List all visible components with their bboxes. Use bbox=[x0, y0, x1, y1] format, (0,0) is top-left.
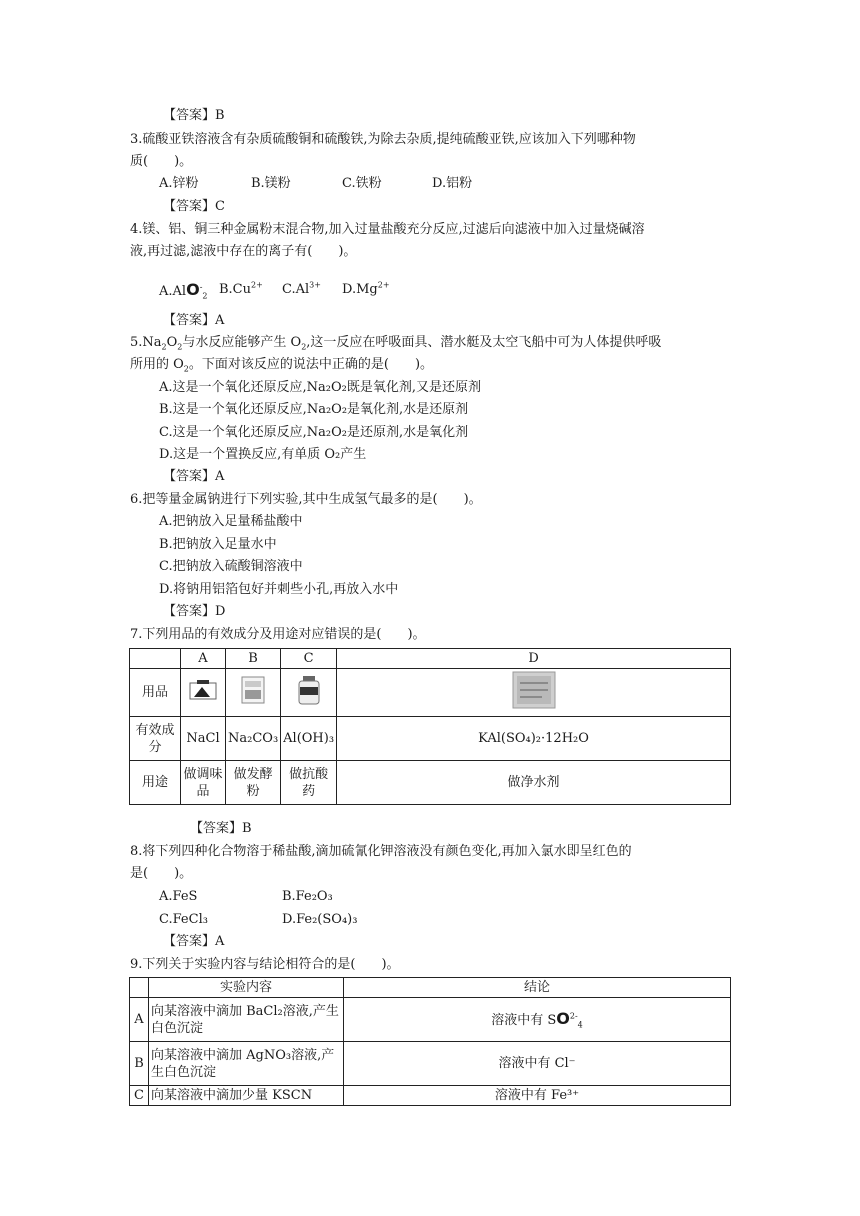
answer-q4: 【答案】A bbox=[163, 313, 225, 328]
q8-option-d: D.Fe₂(SO₄)₃ bbox=[282, 912, 358, 927]
answer-q3: 【答案】C bbox=[163, 199, 225, 214]
q5-option-c: C.这是一个氧化还原反应,Na₂O₂是还原剂,水是氧化剂 bbox=[159, 425, 469, 440]
q9-row-label-a: A bbox=[130, 998, 149, 1042]
q7-image-cell-d bbox=[337, 669, 731, 717]
q5-stem-line2: 所用的 $O_2$。下面对该反应的说法中正确的是( )。 bbox=[130, 357, 434, 374]
q9-row-a bbox=[130, 998, 731, 1042]
q7-header-b: B bbox=[226, 649, 281, 669]
q9-header-conclusion: 结论 bbox=[344, 978, 731, 998]
q9-stem: 9.下列关于实验内容与结论相符合的是( )。 bbox=[130, 957, 400, 972]
q8-option-b: B.Fe₂O₃ bbox=[282, 889, 333, 904]
q9-row-label-c: C bbox=[130, 1086, 149, 1106]
q7-corner-cell bbox=[130, 649, 181, 669]
q7-image-cell-c bbox=[281, 669, 337, 717]
q7-header-c: C bbox=[281, 649, 337, 669]
q7-ingredient-b: Na₂CO₃ bbox=[226, 717, 281, 761]
alum-package-image bbox=[512, 671, 556, 709]
q5-option-a: A.这是一个氧化还原反应,Na₂O₂既是氧化剂,又是还原剂 bbox=[159, 380, 481, 395]
q9-row-b bbox=[130, 1042, 731, 1086]
q4-option-b: $B.Cu^{2+}$ bbox=[219, 280, 263, 297]
q6-stem: 6.把等量金属钠进行下列实验,其中生成氢气最多的是( )。 bbox=[130, 492, 482, 507]
q6-option-c: C.把钠放入硫酸铜溶液中 bbox=[159, 559, 303, 574]
q9-table bbox=[129, 977, 731, 1106]
q7-header-d: D bbox=[337, 649, 731, 669]
q7-row-label-item: 用品 bbox=[130, 669, 181, 717]
q9-corner-cell bbox=[130, 978, 149, 998]
q3-option-c: C.铁粉 bbox=[342, 176, 382, 191]
q4-stem-line2: 液,再过滤,滤液中存在的离子有( )。 bbox=[130, 244, 357, 259]
q7-ingredient-a: NaCl bbox=[181, 717, 226, 761]
answer-q2: 【答案】B bbox=[163, 108, 225, 123]
q7-header-a: A bbox=[181, 649, 226, 669]
q7-ingredient-d: KAl(SO₄)₂·12H₂O bbox=[337, 717, 731, 761]
q6-option-a: A.把钠放入足量稀盐酸中 bbox=[159, 514, 303, 529]
q9-conclusion-c: 溶液中有 Fe³⁺ bbox=[344, 1086, 731, 1106]
q9-conclusion-b: 溶液中有 Cl⁻ bbox=[344, 1042, 731, 1086]
q6-option-b: B.把钠放入足量水中 bbox=[159, 537, 277, 552]
q4-option-a: A.AlO-$_2$ bbox=[159, 280, 208, 301]
q5-option-d: D.这是一个置换反应,有单质 O₂产生 bbox=[159, 447, 367, 462]
q3-option-d: D.铝粉 bbox=[432, 176, 473, 191]
q7-use-c: 做抗酸药 bbox=[281, 761, 337, 805]
medicine-bottle-image bbox=[295, 674, 323, 706]
q3-stem-line2: 质( )。 bbox=[130, 154, 193, 169]
q4-option-d: $D.Mg^{2+}$ bbox=[342, 280, 390, 297]
q6-option-d: D.将钠用铝箔包好并刺些小孔,再放入水中 bbox=[159, 582, 399, 597]
answer-q7: 【答案】B bbox=[190, 821, 252, 836]
q8-option-a: A.FeS bbox=[159, 889, 198, 904]
q9-header-content: 实验内容 bbox=[149, 978, 344, 998]
q7-image-cell-b bbox=[226, 669, 281, 717]
q4-stem-line1: 4.镁、铝、铜三种金属粉末混合物,加入过量盐酸充分反应,过滤后向滤液中加入过量烧碱溶 bbox=[130, 222, 645, 237]
q8-option-c: C.FeCl₃ bbox=[159, 912, 208, 927]
q7-stem: 7.下列用品的有效成分及用途对应错误的是( )。 bbox=[130, 627, 426, 642]
q9-content-c: 向某溶液中滴加少量 KSCN bbox=[149, 1086, 344, 1106]
q7-use-a: 做调味品 bbox=[181, 761, 226, 805]
q7-table bbox=[129, 648, 731, 805]
q3-stem-line1: 3.硫酸亚铁溶液含有杂质硫酸铜和硫酸铁,为除去杂质,提纯硫酸亚铁,应该加入下列哪种物 bbox=[130, 132, 636, 147]
answer-q5: 【答案】A bbox=[163, 469, 225, 484]
q7-image-cell-a bbox=[181, 669, 226, 717]
q9-row-c bbox=[130, 1086, 731, 1106]
q9-conclusion-a: 溶液中有 $SO^{2-}_4$ bbox=[344, 998, 731, 1042]
q8-stem-line1: 8.将下列四种化合物溶于稀盐酸,滴加硫氰化钾溶液没有颜色变化,再加入氯水即呈红色的 bbox=[130, 844, 632, 859]
q3-option-b: B.镁粉 bbox=[251, 176, 291, 191]
q9-content-a: 向某溶液中滴加 BaCl₂溶液,产生白色沉淀 bbox=[149, 998, 344, 1042]
answer-q6: 【答案】D bbox=[163, 604, 226, 619]
q4-option-c: $C.Al^{3+}$ bbox=[282, 280, 321, 297]
q7-row-label-use: 用途 bbox=[130, 761, 181, 805]
salt-bag-image bbox=[188, 677, 218, 703]
q9-content-b: 向某溶液中滴加 AgNO₃溶液,产生白色沉淀 bbox=[149, 1042, 344, 1086]
q7-use-d: 做净水剂 bbox=[337, 761, 731, 805]
q7-ingredient-c: Al(OH)₃ bbox=[281, 717, 337, 761]
q8-stem-line2: 是( )。 bbox=[130, 866, 193, 881]
q5-stem-line1: $5.Na_2O_2$与水反应能够产生 $O_2$,这一反应在呼吸面具、潜水艇及太空飞船中可为人体提供呼吸 bbox=[130, 335, 662, 352]
q5-option-b: B.这是一个氧化还原反应,Na₂O₂是氧化剂,水是还原剂 bbox=[159, 402, 469, 417]
q9-row-label-b: B bbox=[130, 1042, 149, 1086]
q7-row-label-ingredient: 有效成分 bbox=[130, 717, 181, 761]
answer-q8: 【答案】A bbox=[163, 934, 225, 949]
q3-option-a: A.锌粉 bbox=[159, 176, 199, 191]
soda-bag-image bbox=[239, 675, 267, 705]
q7-use-b: 做发酵粉 bbox=[226, 761, 281, 805]
